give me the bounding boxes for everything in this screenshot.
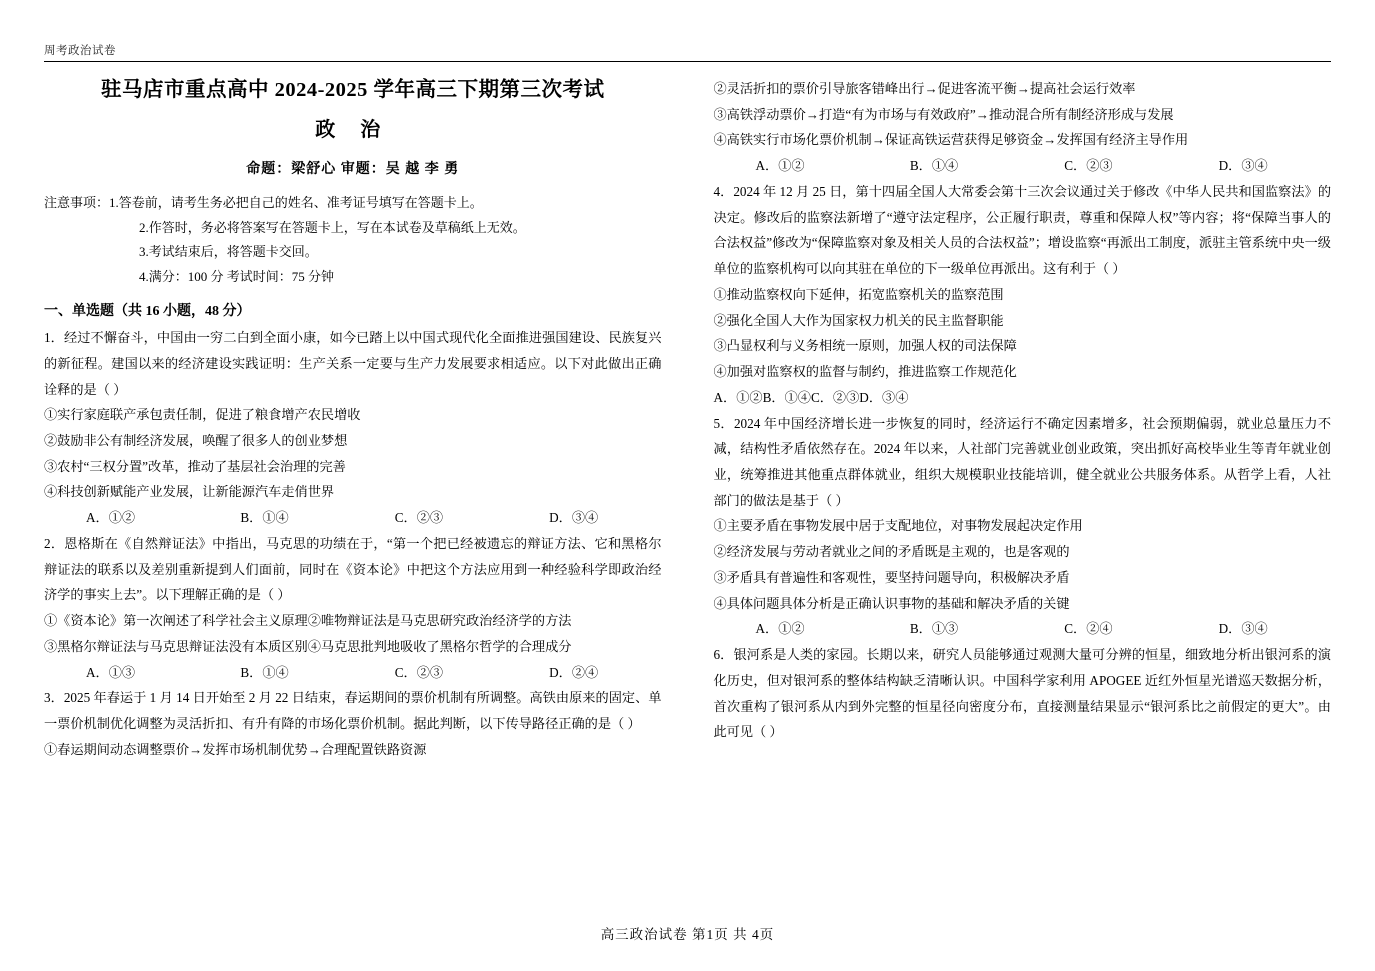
question-1-number: 1． <box>44 330 64 346</box>
authors-line: 命题：梁舒心 审题：吴 越 李 勇 <box>246 161 460 177</box>
section-title: 一、单选题（共 16 小题，48 分） <box>44 303 251 319</box>
question-5-stem: 2024 年中国经济增长进一步恢复的同时，经济运行不确定因素增多，社会预期偏弱，就业总量压力不减，结构性矛盾依然存在。2024 年以来，人社部门完善就业创业政策，突出抓好高校毕业生等青年就业创业，统筹推进其他重点群体就业，组织大规模职业技能培训，健全就业公共服务体系。从哲学上看，人社部门的做法是基于（ ） <box>713 415 1332 508</box>
question-2-option-d[interactable]: D．②④ <box>549 664 599 680</box>
question-3-option-a[interactable]: A．①② <box>755 158 805 174</box>
question-4 <box>714 179 1332 411</box>
notice-line <box>44 191 662 216</box>
two-column-layout <box>44 76 1331 911</box>
question-5-option-d[interactable]: D．③④ <box>1218 621 1268 637</box>
question-2-options <box>44 660 662 686</box>
question-3-option-b[interactable]: B．①④ <box>909 158 959 174</box>
question-1-stem: 经过不懈奋斗，中国由一穷二白到全面小康，如今已踏上以中国式现代化全面推进强国建设、民族复兴的新征程。建国以来的经济建设实践证明：生产关系一定要与生产力发展要求相适应。以下对此做出正确诠释的是（ ） <box>44 330 662 397</box>
question-5-number: 5． <box>713 415 734 431</box>
question-4-item-4: ④加强对监察权的监督与制约，推进监察工作规范化 <box>713 364 1017 380</box>
question-3-option-c[interactable]: C．②③ <box>1064 158 1113 174</box>
subject-title: 政 治 <box>315 118 391 141</box>
question-3-options <box>714 153 1332 179</box>
question-4-stem-wrap <box>714 179 1332 282</box>
header-divider <box>44 61 1331 62</box>
question-1-item-4: ④科技创新赋能产业发展，让新能源汽车走俏世界 <box>44 484 335 500</box>
question-6-number: 6． <box>713 647 734 663</box>
question-4-item-1: ①推动监察权向下延伸，拓宽监察机关的监察范围 <box>713 286 1004 302</box>
question-3-option-d[interactable]: D．③④ <box>1218 158 1268 174</box>
question-4-item-3: ③凸显权利与义务相统一原则，加强人权的司法保障 <box>713 338 1017 354</box>
question-6 <box>714 642 1332 745</box>
question-5-item-4: ④具体问题具体分析是正确认识事物的基础和解决矛盾的关键 <box>713 595 1070 611</box>
right-column <box>688 76 1332 911</box>
question-3-item-4: ④高铁实行市场化票价机制→保证高铁运营获得足够资金→发挥国有经济主导作用 <box>713 132 1189 148</box>
question-4-number: 4． <box>713 183 734 199</box>
question-2 <box>44 531 662 685</box>
question-1-option-c[interactable]: C．②③ <box>394 510 444 526</box>
question-1-item-3: ③农村“三权分置”改革，推动了基层社会治理的完善 <box>44 458 346 474</box>
question-2-item-1: ①《资本论》第一次阐述了科学社会主义原理②唯物辩证法是马克思研究政治经济学的方法 <box>44 613 572 629</box>
header-note: 周考政治试卷 <box>44 45 116 57</box>
question-5-options <box>714 616 1332 642</box>
question-1-option-d[interactable]: D．③④ <box>549 510 599 526</box>
question-5-option-b[interactable]: B．①③ <box>909 621 959 637</box>
question-1-item-1: ①实行家庭联产承包责任制，促进了粮食增产农民增收 <box>44 407 361 423</box>
question-4-item-2: ②强化全国人大作为国家权力机关的民主监督职能 <box>713 312 1004 328</box>
notice-item-3: 3.考试结束后，将答题卡交回。 <box>139 244 318 260</box>
question-1-option-a[interactable]: A．①② <box>86 510 136 526</box>
question-1-options <box>44 505 662 531</box>
question-1 <box>44 325 662 531</box>
question-6-stem-wrap <box>714 642 1332 745</box>
question-3 <box>44 685 662 762</box>
question-1-item-2: ②鼓励非公有制经济发展，唤醒了很多人的创业梦想 <box>44 432 348 448</box>
question-3-item-3: ③高铁浮动票价→打造“有为市场与有效政府”→推动混合所有制经济形成与发展 <box>713 106 1174 122</box>
notice-label: 注意事项： <box>44 194 110 210</box>
notice-block <box>44 191 662 290</box>
question-2-stem-wrap <box>44 531 662 608</box>
left-column <box>44 76 688 911</box>
question-4-options[interactable]: A．①②B．①④C．②③D．③④ <box>713 389 909 405</box>
question-5-item-1: ①主要矛盾在事物发展中居于支配地位，对事物发展起决定作用 <box>713 518 1083 534</box>
question-3-item-2: ②灵活折扣的票价引导旅客错峰出行→促进客流平衡→提高社会运行效率 <box>713 81 1136 96</box>
question-2-number: 2． <box>44 535 65 551</box>
question-3-number: 3． <box>44 690 64 706</box>
question-5 <box>714 411 1332 643</box>
question-2-stem: 恩格斯在《自然辩证法》中指出，马克思的功绩在于，“第一个把已经被遗忘的辩证方法、它和黑格尔辩证法的联系以及差别重新提到人们面前，同时在《资本论》中把这个方法应用到一种经验科学即政治经济学的事实上去”。以下理解正确的是（ ） <box>44 535 662 603</box>
page-footer: 高三政治试卷 第1页 共 4页 <box>600 927 775 942</box>
question-3-stem-wrap <box>44 685 662 736</box>
question-6-stem: 银河系是人类的家园。长期以来，研究人员能够通过观测大量可分辨的恒星，细致地分析出银河系的演化历史，但对银河系的整体结构缺乏清晰认识。中国科学家利用 APOGEE 近红外恒星光谱巡天数据分析，首次重构了银河系从内到外完整的恒星径向密度分布，直接测量结果显示“银河系比之前假定的更大”。由此可见（ ） <box>713 647 1331 740</box>
question-2-option-a[interactable]: A．①③ <box>86 664 136 680</box>
question-5-stem-wrap <box>714 411 1332 514</box>
question-5-option-a[interactable]: A．①② <box>755 621 805 637</box>
question-2-item-2: ③黑格尔辩证法与马克思辩证法没有本质区别④马克思批判地吸收了黑格尔哲学的合理成分 <box>44 638 572 654</box>
question-3-item-1: ①春运期间动态调整票价→发挥市场机制优势→合理配置铁路资源 <box>44 741 427 757</box>
notice-item-2: 2.作答时，务必将答案写在答题卡上，写在本试卷及草稿纸上无效。 <box>139 219 526 235</box>
question-5-item-2: ②经济发展与劳动者就业之间的矛盾既是主观的，也是客观的 <box>713 544 1070 560</box>
question-4-stem: 2024 年 12 月 25 日，第十四届全国人大常委会第十三次会议通过关于修改《中华人民共和国监察法》的决定。修改后的监察法新增了“遵守法定程序，公正履行职责，尊重和保障人权”等内容；将“保障当事人的合法权益”修改为“保障监察对象及相关人员的合法权益”；增设监察“再派出工制度，派驻主管系统中央一级单位的监察机构可以向其驻在单位的下一级单位再派出。这有利于（ ） <box>713 183 1332 277</box>
question-1-option-b[interactable]: B．①④ <box>240 510 289 526</box>
question-1-stem-wrap <box>44 325 662 402</box>
page-title: 驻马店市重点高中 2024-2025 学年高三下期第三次考试 <box>100 79 605 101</box>
notice-item-1: 1.答卷前，请考生务必把自己的姓名、准考证号填写在答题卡上。 <box>109 194 483 210</box>
question-3-stem: 2025 年春运于 1 月 14 日开始至 2 月 22 日结束，春运期间的票价机制有所调整。高铁由原来的固定、单一票价机制优化调整为灵活折扣、有升有降的市场化票价机制。据此判断，以下传导路径正确的是（ ） <box>44 690 662 732</box>
question-3-continued <box>714 76 1332 179</box>
question-5-item-3: ③矛盾具有普遍性和客观性，要坚持问题导向，积极解决矛盾 <box>713 569 1070 585</box>
question-5-option-c[interactable]: C．②④ <box>1064 621 1113 637</box>
question-2-option-b[interactable]: B．①④ <box>240 664 289 680</box>
question-2-option-c[interactable]: C．②③ <box>394 664 444 680</box>
notice-item-4: 4.满分：100 分 考试时间：75 分钟 <box>139 269 335 285</box>
